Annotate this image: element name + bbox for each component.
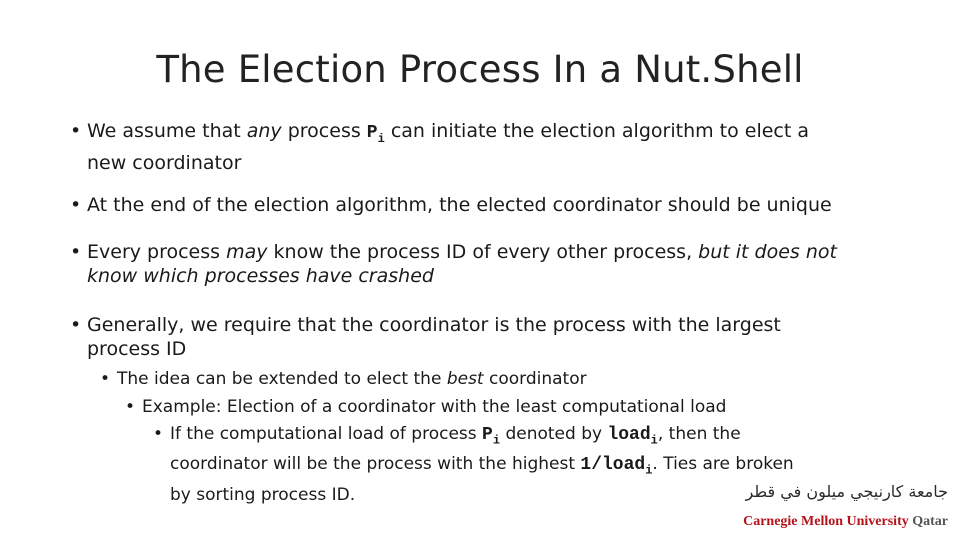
emphasis: but it does not [698,241,837,263]
text: Generally, we require that the coordinator is the process with the largest [87,314,781,336]
text: Every process [87,241,227,263]
emphasis: know which processes have crashed [87,265,434,287]
bullet-glyph: • [153,424,164,444]
emphasis: any [246,120,282,142]
bullet-glyph: • [70,120,82,142]
text: process ID [87,338,187,360]
bullet-glyph: • [70,314,82,336]
text: by sorting process ID. [170,484,356,505]
text: Example: Election of a coordinator with the least computational load [142,397,727,417]
text: new coordinator [87,151,242,174]
bullet-glyph: • [100,369,111,389]
bullet-glyph: • [70,194,82,216]
subbullet-best-coordinator [100,368,800,390]
logo-cmu: Carnegie Mellon University [743,514,909,529]
text: coordinator [483,369,587,389]
text: know the process ID of every other process, [267,241,699,263]
text: , then the [657,424,741,444]
code-symbol: P [482,425,493,445]
subscript: i [650,433,658,448]
text: denoted by [500,424,608,444]
bullet-any-process [70,119,850,175]
bullet-process-ids [70,240,870,288]
subscript: i [492,433,501,448]
bullet-glyph: • [125,397,136,417]
code-symbol: load [607,425,651,445]
text: . Ties are broken [652,454,794,475]
emphasis: best [446,369,484,389]
logo-english-text [743,514,948,530]
text: If the computational load of process [170,424,483,444]
bullet-glyph: • [70,241,82,263]
text: At the end of the election algorithm, the elected coordinator should be unique [87,194,832,216]
logo-qatar: Qatar [908,514,948,529]
text: coordinator will be the process with the highest [170,454,581,475]
subscript: i [377,131,385,146]
bullet-unique-coordinator [70,193,870,217]
code-symbol: P [366,123,378,143]
text: The idea can be extended to elect the [117,369,447,389]
emphasis: may [226,241,268,263]
subbullet-example [125,396,825,418]
code-symbol: 1/load [580,455,646,476]
bullet-largest-id [70,313,830,361]
slide-title: The Election Process In a Nut.Shell [156,48,804,91]
subscript: i [645,463,653,478]
text: process [281,120,367,142]
logo-arabic-text: جامعة كارنيجي ميلون في قطر [745,482,948,501]
text: can initiate the election algorithm to elect a [384,120,810,142]
cmu-qatar-logo [743,482,948,530]
text: We assume that [87,120,247,142]
